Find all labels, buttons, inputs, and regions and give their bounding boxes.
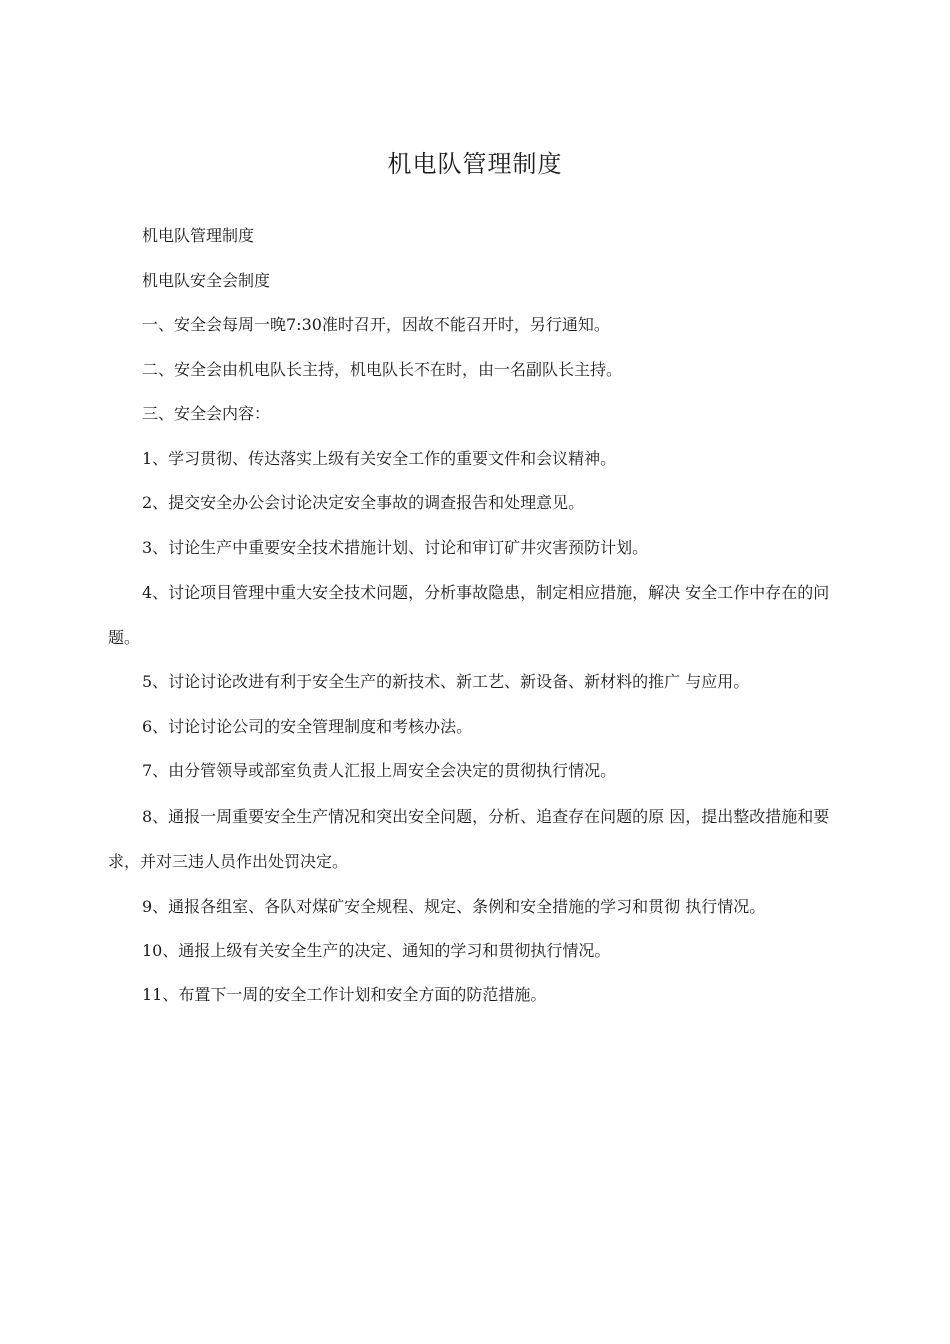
paragraph-content-1: 1、学习贯彻、传达落实上级有关安全工作的重要文件和会议精神。: [142, 448, 617, 468]
paragraph-item-2: 二、安全会由机电队长主持，机电队长不在时，由一名副队长主持。: [142, 359, 623, 379]
document-body: [108, 214, 848, 1018]
paragraph-heading: 机电队管理制度: [142, 226, 255, 245]
paragraph-content-2: 2、提交安全办公会讨论决定安全事故的调查报告和处理意见。: [142, 493, 585, 512]
paragraph-content-6: 6、讨论讨论公司的安全管理制度和考核办法。: [142, 716, 473, 736]
paragraph-subheading: 机电队安全会制度: [142, 270, 271, 290]
paragraph-content-4: 4、讨论项目管理中重大安全技术问题，分析事故隐患，制定相应措施，解决 安全工作中存在的问题。: [108, 583, 830, 647]
paragraph-content-7: 7、由分管领导或部室负责人汇报上周安全会决定的贯彻执行情况。: [142, 761, 617, 780]
paragraph-content-11: 11、布置下一周的安全工作计划和安全方面的防范措施。: [142, 985, 547, 1004]
paragraph-content-5: 5、讨论讨论改进有利于安全生产的新技术、新工艺、新设备、新材料的推广 与应用。: [142, 672, 750, 691]
document-title: 机电队管理制度: [387, 150, 563, 178]
paragraph-content-8: 8、通报一周重要安全生产情况和突出安全问题，分析、追查存在问题的原 因，提出整改措施和要求，并对三违人员作出处罚决定。: [108, 806, 830, 871]
paragraph-content-3: 3、讨论生产中重要安全技术措施计划、讨论和审订矿井灾害预防计划。: [142, 537, 649, 557]
paragraph-item-3: 三、安全会内容：: [142, 404, 271, 423]
paragraph-item-1: 一、安全会每周一晚7:30准时召开，因故不能召开时，另行通知。: [142, 315, 610, 334]
paragraph-content-9: 9、通报各组室、各队对煤矿安全规程、规定、条例和安全措施的学习和贯彻 执行情况。: [142, 896, 766, 916]
paragraph-content-10: 10、通报上级有关安全生产的决定、通知的学习和贯彻执行情况。: [142, 940, 611, 960]
